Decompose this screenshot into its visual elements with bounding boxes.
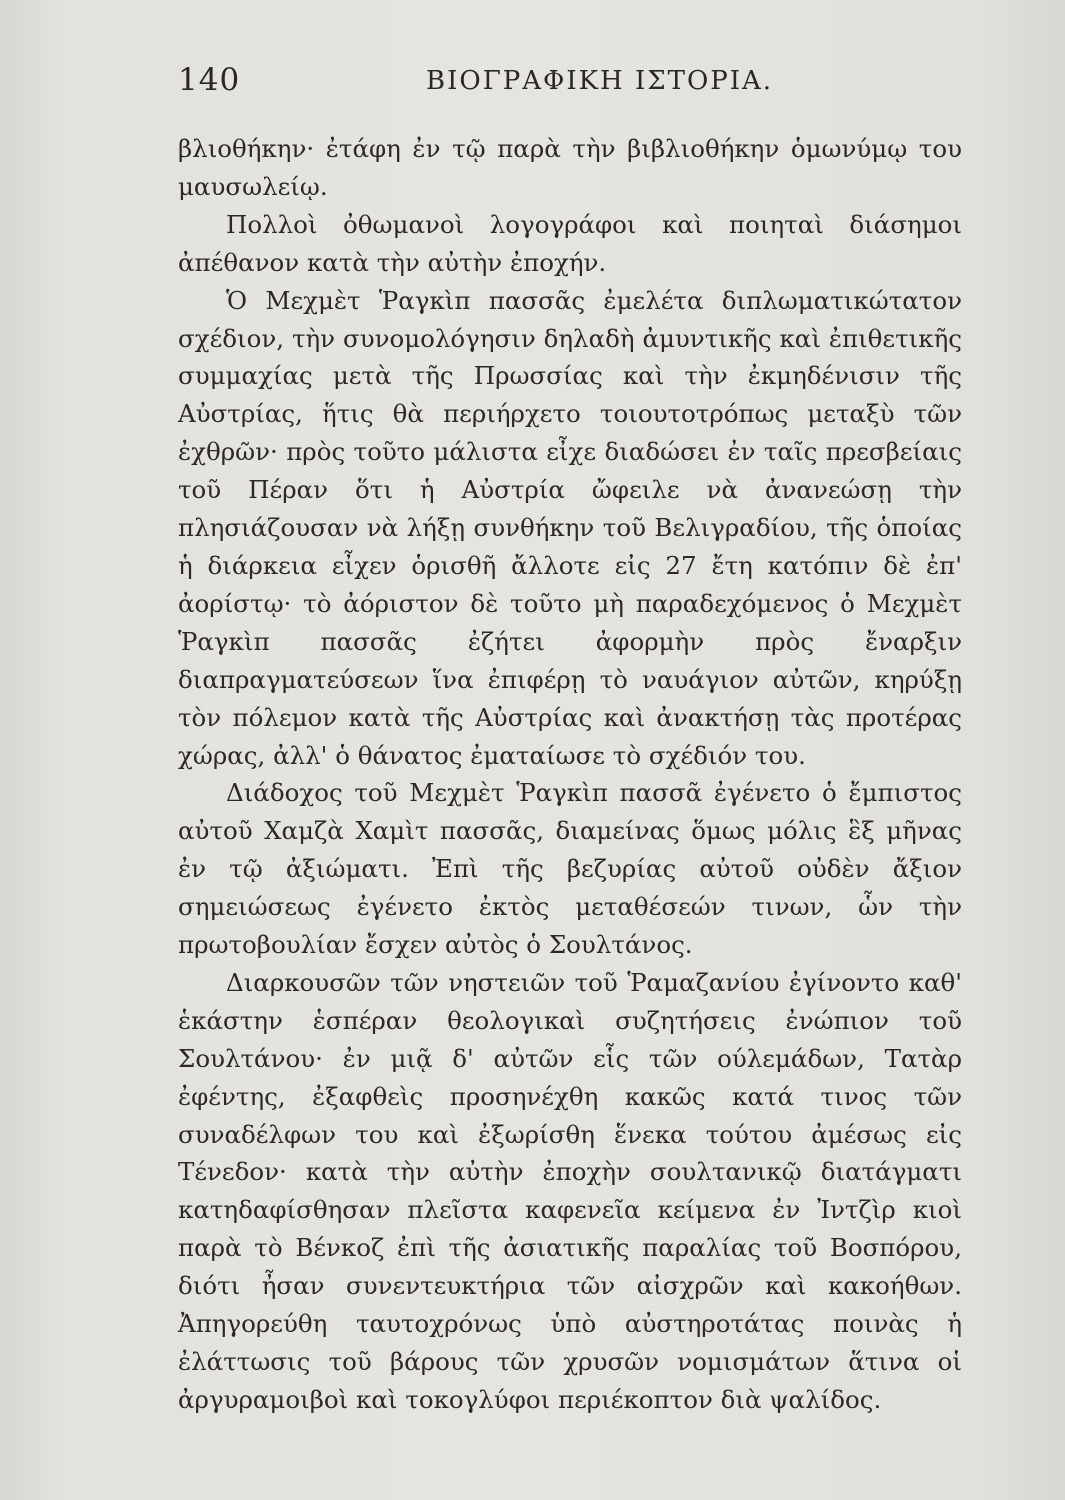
paragraph-ramadan-debates: Διαρκουσῶν τῶν νηστειῶν τοῦ Ῥαμαζανίου ἐγίνοντο καθ' ἑκάστην ἑσπέραν θεολογικαὶ συζητήσεις ἐνώπιον τοῦ Σουλτάνου· ἐν μιᾷ δ' αὐτῶν εἷς τῶν ούλεμάδων, Τατὰρ ἐφέντης, ἐξαφθεὶς προσηνέχθη κακῶς κατά τινος τῶν συναδέλφων του καὶ ἐξωρίσθη ἕνεκα τούτου ἀμέσως εἰς Τένεδον· κατὰ τὴν αὐτὴν ἐποχὴν σουλτανικῷ διατάγματι κατηδαφίσθησαν πλεῖστα καφενεῖα κείμενα ἐν Ἰντζὶρ κιοὶ παρὰ τὸ Βένκοζ ἐπὶ τῆς ἀσιατικῆς παραλίας τοῦ Βοσπόρου, διότι ἦσαν συνεντευκτήρια τῶν αἰσχρῶν καὶ κακοήθων. Ἀπηγορεύθη ταυτοχρόνως ὑπὸ αὐστηροτάτας ποινὰς ἡ ἐλάττωσις τοῦ βάρους τῶν χρυσῶν νομισμάτων ἅτινα οἱ ἀργυραμοιβοὶ καὶ τοκογλύφοι περιέκοπτον διὰ ψαλίδος. [178,967,962,1414]
paragraph-ottoman-writers: Πολλοὶ ὀθωμανοὶ λογογράφοι καὶ ποιηταὶ διάσημοι ἀπέθανον κατὰ τὴν αὐτὴν ἐποχήν. [178,209,962,277]
page-number: 140 [178,62,241,98]
page-header [178,58,978,102]
paragraph-continuation: βλιοθήκην· ἐτάφη ἐν τῷ παρὰ τὴν βιβλιοθήκην ὁμωνύμῳ του μαυσωλείῳ. [178,134,962,201]
paragraph-hamza-hamid-pasha: Διάδοχος τοῦ Μεχμὲτ Ῥαγκὶπ πασσᾶ ἐγένετο ὁ ἔμπιστος αὐτοῦ Χαμζὰ Χαμὶτ πασσᾶς, διαμείνας ὅμως μόλις ἓξ μῆνας ἐν τῷ ἀξιώματι. Ἐπὶ τῆς βεζυρίας αὐτοῦ οὐδὲν ἄξιον σημειώσεως ἐγένετο ἐκτὸς μεταθέσεών τινων, ὧν τὴν πρωτοβουλίαν ἔσχεν αὐτὸς ὁ Σουλτάνος. [178,778,962,960]
paragraph-ragip-pasha-plan: Ὁ Μεχμὲτ Ῥαγκὶπ πασσᾶς ἐμελέτα διπλωματικώτατον σχέδιον, τὴν συνομολόγησιν δηλαδὴ ἀμυντικῆς καὶ ἐπιθετικῆς συμμαχίας μετὰ τῆς Πρωσσίας καὶ τὴν ἐκμηδένισιν τῆς Αὐστρίας, ἥτις θὰ περιήρχετο τοιουτοτρόπως μεταξὺ τῶν ἐχθρῶν· πρὸς τοῦτο μάλιστα εἶχε διαδώσει ἐν ταῖς πρεσβείαις τοῦ Πέραν ὅτι ἡ Αὐστρία ὤφειλε νὰ ἀνανεώσῃ τὴν πλησιάζουσαν νὰ λήξῃ συνθήκην τοῦ Βελιγραδίου, τῆς ὁποίας ἡ διάρκεια εἶχεν ὁρισθῆ ἄλλοτε εἰς 27 ἔτη κατόπιν δὲ ἐπ' ἀορίστῳ· τὸ ἀόριστον δὲ τοῦτο μὴ παραδεχόμενος ὁ Μεχμὲτ Ῥαγκὶπ πασσᾶς ἐζήτει ἀφορμὴν πρὸς ἔναρξιν διαπραγματεύσεων ἵνα ἐπιφέρῃ τὸ ναυάγιον αὐτῶν, κηρύξῃ τὸν πόλεμον κατὰ τῆς Αὐστρίας καὶ ἀνακτήσῃ τὰς προτέρας χώρας, ἀλλ' ὁ θάνατος ἐματαίωσε τὸ σχέδιόν του. [178,285,962,770]
body-text [178,130,962,1419]
running-title: ΒΙΟΓΡΑΦΙΚΗ ΙΣΤΟΡΙΑ. [426,66,774,96]
